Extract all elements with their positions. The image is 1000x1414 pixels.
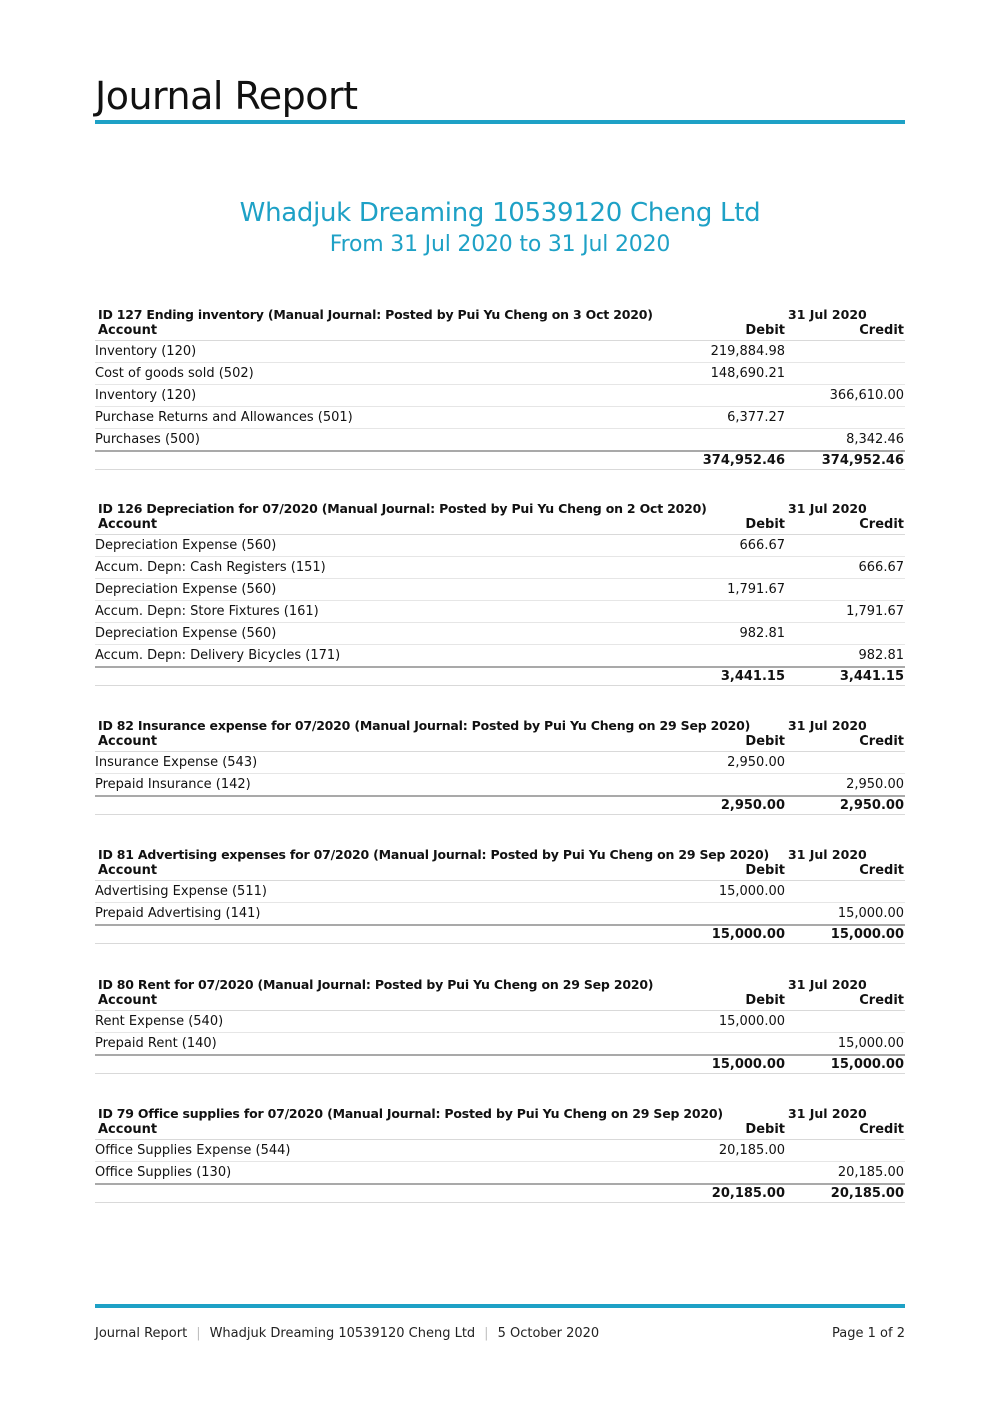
total-credit: 15,000.00: [830, 1057, 904, 1072]
line-account: Depreciation Expense (560): [95, 582, 277, 597]
journal-title: ID 82 Insurance expense for 07/2020 (Manual Journal: Posted by Pui Yu Cheng on 29 Sep 2020): [98, 718, 751, 733]
credit-header: Credit: [859, 323, 904, 338]
total-debit: 374,952.46: [702, 453, 785, 468]
journal-line: [95, 881, 905, 903]
total-debit: 15,000.00: [711, 927, 785, 942]
total-credit: 374,952.46: [821, 453, 904, 468]
line-account: Insurance Expense (543): [95, 755, 258, 770]
debit-header: Debit: [745, 323, 785, 338]
journal-line: [95, 752, 905, 774]
line-account: Inventory (120): [95, 388, 197, 403]
journal-line: [95, 429, 905, 452]
footer-date: 5 October 2020: [497, 1326, 600, 1341]
credit-header: Credit: [859, 734, 904, 749]
line-account: Accum. Depn: Store Fixtures (161): [95, 604, 319, 619]
line-debit: 1,791.67: [727, 582, 785, 597]
account-header: Account: [98, 993, 158, 1008]
line-debit: 6,377.27: [727, 410, 785, 425]
line-debit: 219,884.98: [710, 344, 785, 359]
journal-line: [95, 341, 905, 363]
line-debit: 148,690.21: [710, 366, 785, 381]
line-debit: 666.67: [739, 538, 785, 553]
line-account: Prepaid Advertising (141): [95, 906, 261, 921]
footer-separator: |: [196, 1326, 201, 1341]
total-credit: 2,950.00: [839, 798, 904, 813]
journal-line: [95, 535, 905, 557]
journal-date: 31 Jul 2020: [788, 718, 867, 733]
journal-line: [95, 1140, 905, 1162]
debit-header: Debit: [745, 993, 785, 1008]
journal-line: [95, 774, 905, 797]
journal-line: [95, 579, 905, 601]
total-credit: 20,185.00: [830, 1186, 904, 1201]
journal-line: [95, 645, 905, 668]
line-account: Purchase Returns and Allowances (501): [95, 410, 353, 425]
account-header: Account: [98, 863, 158, 878]
journal-entry: [95, 718, 905, 815]
line-account: Cost of goods sold (502): [95, 366, 254, 381]
line-credit: 15,000.00: [837, 1036, 904, 1051]
journal-entry: [95, 977, 905, 1074]
line-debit: 20,185.00: [718, 1143, 785, 1158]
line-account: Depreciation Expense (560): [95, 626, 277, 641]
page-number: Page 1 of 2: [832, 1326, 905, 1341]
journal-date: 31 Jul 2020: [788, 847, 867, 862]
journal-title: ID 79 Office supplies for 07/2020 (Manual Journal: Posted by Pui Yu Cheng on 29 Sep 2020): [98, 1106, 723, 1121]
journal-line: [95, 407, 905, 429]
debit-header: Debit: [745, 863, 785, 878]
footer-divider: [95, 1304, 905, 1308]
credit-header: Credit: [859, 863, 904, 878]
journal-date: 31 Jul 2020: [788, 977, 867, 992]
journal-title: ID 126 Depreciation for 07/2020 (Manual Journal: Posted by Pui Yu Cheng on 2 Oct 2020): [98, 501, 707, 516]
journal-total-row: [95, 1185, 905, 1203]
title-divider: [95, 120, 905, 124]
line-credit: 2,950.00: [846, 777, 904, 792]
credit-header: Credit: [859, 1122, 904, 1137]
column-headers: [95, 517, 905, 535]
footer-report-name: Journal Report: [95, 1326, 188, 1341]
line-account: Depreciation Expense (560): [95, 538, 277, 553]
journal-entry: [95, 307, 905, 470]
journal-entry: [95, 847, 905, 944]
total-debit: 3,441.15: [720, 669, 785, 684]
journal-line: [95, 1033, 905, 1056]
journal-total-row: [95, 668, 905, 686]
debit-header: Debit: [745, 734, 785, 749]
line-account: Prepaid Rent (140): [95, 1036, 217, 1051]
journal-line: [95, 557, 905, 579]
journal-line: [95, 1011, 905, 1033]
column-headers: [95, 863, 905, 881]
line-credit: 8,342.46: [846, 432, 904, 447]
journal-title: ID 127 Ending inventory (Manual Journal: Posted by Pui Yu Cheng on 3 Oct 2020): [98, 307, 653, 322]
total-credit: 15,000.00: [830, 927, 904, 942]
total-credit: 3,441.15: [839, 669, 904, 684]
column-headers: [95, 323, 905, 341]
line-debit: 982.81: [739, 626, 785, 641]
line-credit: 982.81: [858, 648, 904, 663]
footer-organisation: Whadjuk Dreaming 10539120 Cheng Ltd: [209, 1326, 476, 1341]
column-headers: [95, 993, 905, 1011]
line-account: Prepaid Insurance (142): [95, 777, 251, 792]
account-header: Account: [98, 1122, 158, 1137]
debit-header: Debit: [745, 517, 785, 532]
footer-separator: |: [484, 1326, 489, 1341]
account-header: Account: [98, 517, 158, 532]
journal-date: 31 Jul 2020: [788, 307, 867, 322]
total-debit: 20,185.00: [711, 1186, 785, 1201]
journal-line: [95, 903, 905, 926]
journal-date: 31 Jul 2020: [788, 501, 867, 516]
account-header: Account: [98, 734, 158, 749]
journal-line: [95, 385, 905, 407]
line-credit: 20,185.00: [837, 1165, 904, 1180]
journal-total-row: [95, 1056, 905, 1074]
debit-header: Debit: [745, 1122, 785, 1137]
journal-line: [95, 1162, 905, 1185]
line-debit: 15,000.00: [718, 884, 785, 899]
journal-line: [95, 363, 905, 385]
line-account: Accum. Depn: Cash Registers (151): [95, 560, 326, 575]
line-credit: 1,791.67: [846, 604, 904, 619]
journal-entry: [95, 501, 905, 686]
journal-entry: [95, 1106, 905, 1203]
line-credit: 15,000.00: [837, 906, 904, 921]
line-account: Rent Expense (540): [95, 1014, 224, 1029]
journal-total-row: [95, 926, 905, 944]
journal-line: [95, 601, 905, 623]
journal-date: 31 Jul 2020: [788, 1106, 867, 1121]
line-debit: 15,000.00: [718, 1014, 785, 1029]
line-account: Purchases (500): [95, 432, 200, 447]
journal-total-row: [95, 797, 905, 815]
column-headers: [95, 734, 905, 752]
date-range: From 31 Jul 2020 to 31 Jul 2020: [329, 232, 671, 257]
credit-header: Credit: [859, 517, 904, 532]
page-footer: [95, 1326, 905, 1346]
page-title: Journal Report: [95, 74, 358, 118]
report-heading: [95, 196, 905, 260]
journal-total-row: [95, 452, 905, 470]
journal-title: ID 81 Advertising expenses for 07/2020 (Manual Journal: Posted by Pui Yu Cheng on 29 Sep 2020): [98, 847, 769, 862]
line-credit: 666.67: [858, 560, 904, 575]
line-account: Office Supplies Expense (544): [95, 1143, 291, 1158]
line-account: Accum. Depn: Delivery Bicycles (171): [95, 648, 341, 663]
line-credit: 366,610.00: [829, 388, 904, 403]
journal-line: [95, 623, 905, 645]
line-debit: 2,950.00: [727, 755, 785, 770]
line-account: Advertising Expense (511): [95, 884, 267, 899]
credit-header: Credit: [859, 993, 904, 1008]
line-account: Inventory (120): [95, 344, 197, 359]
column-headers: [95, 1122, 905, 1140]
total-debit: 2,950.00: [720, 798, 785, 813]
line-account: Office Supplies (130): [95, 1165, 232, 1180]
account-header: Account: [98, 323, 158, 338]
organisation-name: Whadjuk Dreaming 10539120 Cheng Ltd: [239, 198, 761, 228]
total-debit: 15,000.00: [711, 1057, 785, 1072]
journal-title: ID 80 Rent for 07/2020 (Manual Journal: Posted by Pui Yu Cheng on 29 Sep 2020): [98, 977, 654, 992]
